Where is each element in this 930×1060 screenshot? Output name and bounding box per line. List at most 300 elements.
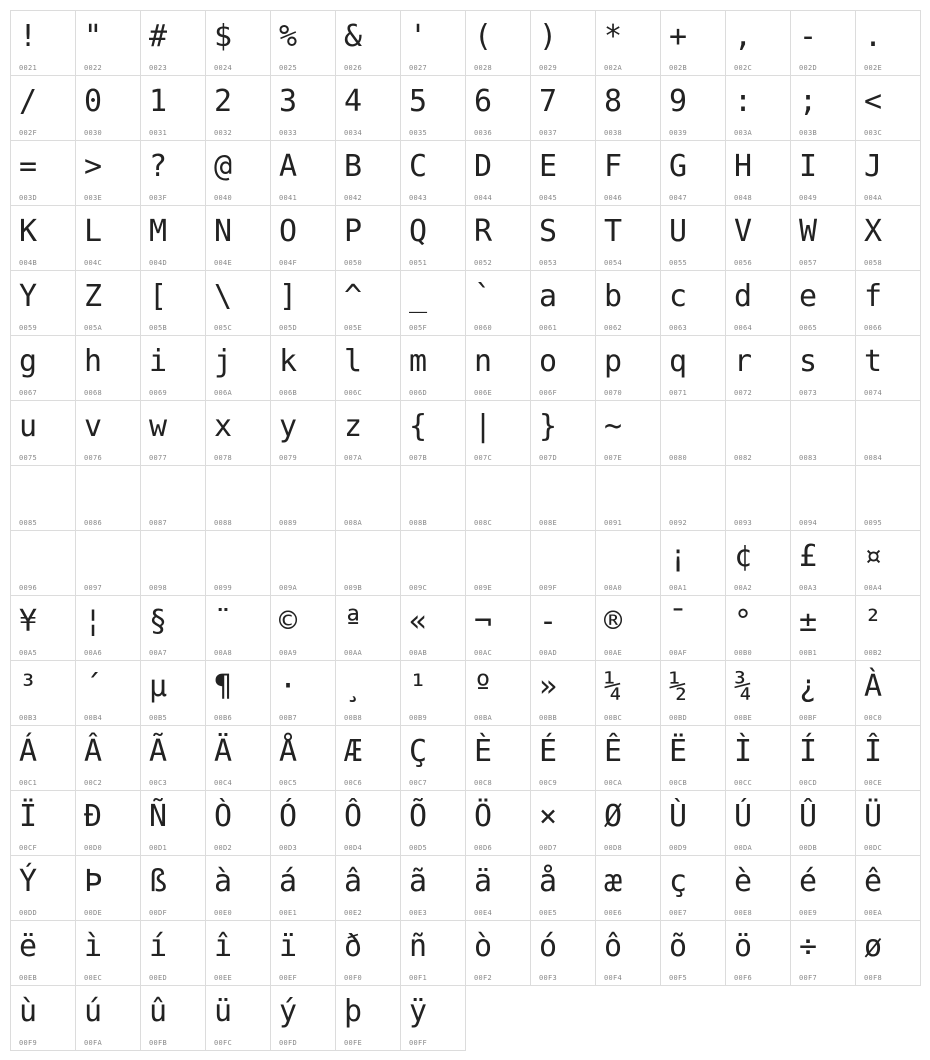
glyph-cell[interactable] — [270, 10, 336, 76]
glyph-character: ¾ — [734, 669, 753, 704]
glyph-cell[interactable] — [270, 985, 336, 1051]
glyph-codepoint: 0022 — [84, 64, 103, 72]
glyph-codepoint: 00BD — [669, 714, 688, 722]
glyph-cell[interactable] — [465, 270, 531, 336]
glyph-cell[interactable] — [140, 595, 206, 661]
glyph-cell[interactable] — [595, 400, 661, 466]
glyph-codepoint: 002F — [19, 129, 38, 137]
glyph-cell[interactable] — [855, 725, 921, 791]
glyph-cell[interactable] — [75, 75, 141, 141]
glyph-codepoint: 00CB — [669, 779, 688, 787]
glyph-cell[interactable] — [465, 855, 531, 921]
glyph-cell[interactable] — [400, 205, 466, 271]
glyph-cell[interactable] — [465, 920, 531, 986]
glyph-cell[interactable] — [725, 10, 791, 76]
glyph-cell[interactable] — [855, 465, 921, 531]
glyph-character: t — [864, 344, 883, 379]
glyph-cell[interactable] — [205, 335, 271, 401]
glyph-cell[interactable] — [465, 530, 531, 596]
glyph-cell[interactable] — [660, 465, 726, 531]
glyph-cell[interactable] — [205, 530, 271, 596]
glyph-codepoint: 00B0 — [734, 649, 753, 657]
glyph-cell[interactable] — [530, 140, 596, 206]
glyph-cell[interactable] — [725, 660, 791, 726]
glyph-codepoint: 008A — [344, 519, 363, 527]
glyph-cell[interactable] — [660, 335, 726, 401]
glyph-cell[interactable] — [790, 140, 856, 206]
glyph-cell[interactable] — [725, 400, 791, 466]
glyph-cell[interactable] — [660, 205, 726, 271]
glyph-cell[interactable] — [790, 270, 856, 336]
glyph-cell[interactable] — [140, 400, 206, 466]
glyph-cell[interactable] — [205, 855, 271, 921]
glyph-cell[interactable] — [335, 790, 401, 856]
glyph-cell[interactable] — [75, 855, 141, 921]
glyph-character: < — [864, 84, 883, 119]
glyph-character: ù — [19, 994, 38, 1029]
glyph-character: Ö — [474, 799, 493, 834]
glyph-cell[interactable] — [465, 10, 531, 76]
glyph-codepoint: 00EE — [214, 974, 233, 982]
glyph-character: . — [864, 19, 883, 54]
glyph-cell[interactable] — [855, 660, 921, 726]
glyph-cell[interactable] — [75, 790, 141, 856]
glyph-codepoint: 0082 — [734, 454, 753, 462]
glyph-cell[interactable] — [725, 920, 791, 986]
glyph-cell[interactable] — [595, 920, 661, 986]
glyph-codepoint: 00CA — [604, 779, 623, 787]
glyph-cell[interactable] — [75, 10, 141, 76]
glyph-cell[interactable] — [75, 205, 141, 271]
glyph-character: ë — [19, 929, 38, 964]
glyph-cell[interactable] — [335, 335, 401, 401]
glyph-cell[interactable] — [725, 595, 791, 661]
glyph-cell[interactable] — [270, 725, 336, 791]
glyph-codepoint: 003C — [864, 129, 883, 137]
glyph-character: y — [279, 409, 298, 444]
glyph-codepoint: 0060 — [474, 324, 493, 332]
glyph-character: ß — [149, 864, 168, 899]
glyph-cell[interactable] — [335, 205, 401, 271]
glyph-cell[interactable] — [725, 335, 791, 401]
glyph-codepoint: 00D4 — [344, 844, 363, 852]
glyph-cell[interactable] — [75, 985, 141, 1051]
glyph-cell[interactable] — [75, 920, 141, 986]
glyph-codepoint: 00E2 — [344, 909, 363, 917]
glyph-codepoint: 003E — [84, 194, 103, 202]
glyph-cell[interactable] — [465, 400, 531, 466]
glyph-cell[interactable] — [335, 530, 401, 596]
glyph-cell[interactable] — [660, 400, 726, 466]
glyph-cell[interactable] — [140, 530, 206, 596]
glyph-cell[interactable] — [140, 725, 206, 791]
glyph-cell[interactable] — [140, 75, 206, 141]
glyph-cell[interactable] — [530, 75, 596, 141]
glyph-character: B — [344, 149, 363, 184]
glyph-cell[interactable] — [400, 140, 466, 206]
glyph-cell[interactable] — [10, 140, 76, 206]
glyph-cell[interactable] — [660, 75, 726, 141]
glyph-cell[interactable] — [660, 725, 726, 791]
glyph-codepoint: 002D — [799, 64, 818, 72]
glyph-character: Í — [799, 734, 818, 769]
glyph-cell[interactable] — [75, 530, 141, 596]
glyph-cell[interactable] — [205, 400, 271, 466]
glyph-cell[interactable] — [465, 335, 531, 401]
glyph-cell[interactable] — [595, 205, 661, 271]
glyph-cell[interactable] — [10, 205, 76, 271]
glyph-cell[interactable] — [790, 530, 856, 596]
glyph-cell[interactable] — [75, 335, 141, 401]
glyph-cell[interactable] — [205, 985, 271, 1051]
glyph-character: ü — [214, 994, 233, 1029]
glyph-character: I — [799, 149, 818, 184]
glyph-character: ç — [669, 864, 688, 899]
glyph-character: ¥ — [19, 604, 38, 639]
glyph-cell[interactable] — [660, 10, 726, 76]
glyph-cell[interactable] — [335, 660, 401, 726]
glyph-cell[interactable] — [530, 660, 596, 726]
glyph-cell[interactable] — [140, 10, 206, 76]
glyph-cell[interactable] — [205, 660, 271, 726]
glyph-cell[interactable] — [660, 595, 726, 661]
glyph-cell[interactable] — [855, 400, 921, 466]
glyph-character: T — [604, 214, 623, 249]
glyph-cell[interactable] — [790, 855, 856, 921]
glyph-cell[interactable] — [270, 530, 336, 596]
glyph-cell[interactable] — [400, 725, 466, 791]
glyph-cell[interactable] — [530, 335, 596, 401]
glyph-cell[interactable] — [75, 400, 141, 466]
glyph-codepoint: 006D — [409, 389, 428, 397]
glyph-cell[interactable] — [140, 270, 206, 336]
glyph-character: × — [539, 799, 558, 834]
glyph-cell[interactable] — [530, 920, 596, 986]
glyph-character: V — [734, 214, 753, 249]
glyph-codepoint: 00A5 — [19, 649, 38, 657]
glyph-cell[interactable] — [335, 985, 401, 1051]
glyph-character: A — [279, 149, 298, 184]
glyph-cell[interactable] — [335, 920, 401, 986]
glyph-cell[interactable] — [530, 725, 596, 791]
glyph-cell[interactable] — [140, 205, 206, 271]
glyph-cell[interactable] — [595, 595, 661, 661]
glyph-cell[interactable] — [855, 270, 921, 336]
glyph-cell[interactable] — [790, 725, 856, 791]
glyph-cell[interactable] — [530, 855, 596, 921]
glyph-codepoint: 00DB — [799, 844, 818, 852]
glyph-cell[interactable] — [855, 75, 921, 141]
glyph-cell[interactable] — [205, 140, 271, 206]
glyph-cell[interactable] — [10, 465, 76, 531]
glyph-codepoint: 0073 — [799, 389, 818, 397]
glyph-codepoint: 0037 — [539, 129, 558, 137]
glyph-codepoint: 0052 — [474, 259, 493, 267]
glyph-cell[interactable] — [595, 335, 661, 401]
glyph-cell[interactable] — [595, 75, 661, 141]
glyph-cell[interactable] — [335, 270, 401, 336]
glyph-codepoint: 00FC — [214, 1039, 233, 1047]
glyph-cell[interactable] — [790, 400, 856, 466]
glyph-cell[interactable] — [335, 75, 401, 141]
glyph-cell[interactable] — [465, 725, 531, 791]
glyph-cell[interactable] — [270, 270, 336, 336]
glyph-cell[interactable] — [725, 465, 791, 531]
glyph-character: _ — [409, 279, 428, 314]
glyph-codepoint: 0069 — [149, 389, 168, 397]
glyph-character: 7 — [539, 84, 558, 119]
glyph-cell[interactable] — [595, 790, 661, 856]
glyph-cell[interactable] — [725, 790, 791, 856]
glyph-cell[interactable] — [140, 920, 206, 986]
glyph-cell[interactable] — [140, 465, 206, 531]
glyph-cell[interactable] — [270, 205, 336, 271]
glyph-codepoint: 00B1 — [799, 649, 818, 657]
glyph-cell[interactable] — [790, 75, 856, 141]
glyph-codepoint: 009A — [279, 584, 298, 592]
glyph-cell[interactable] — [595, 855, 661, 921]
glyph-cell[interactable] — [10, 725, 76, 791]
glyph-cell[interactable] — [10, 920, 76, 986]
glyph-cell[interactable] — [400, 400, 466, 466]
glyph-cell[interactable] — [595, 10, 661, 76]
glyph-cell[interactable] — [660, 530, 726, 596]
glyph-cell[interactable] — [530, 205, 596, 271]
glyph-cell[interactable] — [205, 790, 271, 856]
glyph-cell[interactable] — [595, 270, 661, 336]
glyph-cell[interactable] — [725, 75, 791, 141]
glyph-cell[interactable] — [270, 920, 336, 986]
glyph-cell[interactable] — [270, 595, 336, 661]
glyph-cell[interactable] — [10, 75, 76, 141]
glyph-cell[interactable] — [465, 205, 531, 271]
glyph-codepoint: 0072 — [734, 389, 753, 397]
glyph-codepoint: 00C6 — [344, 779, 363, 787]
glyph-cell[interactable] — [725, 270, 791, 336]
glyph-cell[interactable] — [465, 140, 531, 206]
glyph-character: á — [279, 864, 298, 899]
glyph-cell[interactable] — [790, 335, 856, 401]
glyph-character: - — [539, 604, 558, 639]
glyph-cell[interactable] — [400, 335, 466, 401]
glyph-codepoint: 0041 — [279, 194, 298, 202]
glyph-cell[interactable] — [270, 465, 336, 531]
glyph-cell[interactable] — [270, 400, 336, 466]
glyph-codepoint: 0076 — [84, 454, 103, 462]
glyph-cell[interactable] — [400, 10, 466, 76]
glyph-cell[interactable] — [270, 75, 336, 141]
glyph-cell[interactable] — [790, 920, 856, 986]
glyph-cell[interactable] — [205, 725, 271, 791]
glyph-cell[interactable] — [140, 140, 206, 206]
glyph-cell[interactable] — [855, 530, 921, 596]
glyph-cell[interactable] — [725, 140, 791, 206]
glyph-codepoint: 00AF — [669, 649, 688, 657]
glyph-cell[interactable] — [75, 660, 141, 726]
glyph-cell[interactable] — [10, 10, 76, 76]
glyph-codepoint: 00FE — [344, 1039, 363, 1047]
glyph-cell[interactable] — [530, 400, 596, 466]
glyph-cell[interactable] — [790, 465, 856, 531]
glyph-cell[interactable] — [465, 465, 531, 531]
glyph-cell[interactable] — [75, 725, 141, 791]
glyph-cell[interactable] — [140, 660, 206, 726]
glyph-cell[interactable] — [660, 790, 726, 856]
glyph-cell[interactable] — [10, 335, 76, 401]
glyph-cell[interactable] — [400, 595, 466, 661]
glyph-character: F — [604, 149, 623, 184]
glyph-cell[interactable] — [855, 140, 921, 206]
glyph-cell[interactable] — [465, 790, 531, 856]
glyph-cell[interactable] — [10, 855, 76, 921]
glyph-character: s — [799, 344, 818, 379]
glyph-character: à — [214, 864, 233, 899]
glyph-cell[interactable] — [335, 10, 401, 76]
glyph-cell[interactable] — [725, 855, 791, 921]
glyph-cell[interactable] — [270, 660, 336, 726]
glyph-character: Ì — [734, 734, 753, 769]
glyph-cell[interactable] — [140, 985, 206, 1051]
glyph-character: C — [409, 149, 428, 184]
glyph-codepoint: 00CF — [19, 844, 38, 852]
glyph-cell[interactable] — [595, 140, 661, 206]
glyph-cell[interactable] — [205, 205, 271, 271]
glyph-character: u — [19, 409, 38, 444]
glyph-cell[interactable] — [855, 920, 921, 986]
glyph-cell[interactable] — [10, 790, 76, 856]
glyph-cell[interactable] — [400, 855, 466, 921]
glyph-codepoint: 0044 — [474, 194, 493, 202]
glyph-codepoint: 003D — [19, 194, 38, 202]
glyph-cell[interactable] — [530, 595, 596, 661]
glyph-cell[interactable] — [790, 595, 856, 661]
glyph-cell[interactable] — [530, 790, 596, 856]
glyph-cell[interactable] — [10, 985, 76, 1051]
glyph-cell[interactable] — [595, 465, 661, 531]
glyph-codepoint: 007D — [539, 454, 558, 462]
glyph-cell[interactable] — [595, 530, 661, 596]
glyph-cell[interactable] — [400, 660, 466, 726]
glyph-cell[interactable] — [465, 660, 531, 726]
glyph-cell[interactable] — [400, 920, 466, 986]
glyph-cell[interactable] — [400, 270, 466, 336]
glyph-cell[interactable] — [790, 10, 856, 76]
glyph-cell[interactable] — [400, 530, 466, 596]
glyph-cell[interactable] — [140, 335, 206, 401]
glyph-codepoint: 00BC — [604, 714, 623, 722]
glyph-cell[interactable] — [10, 660, 76, 726]
glyph-cell[interactable] — [270, 140, 336, 206]
glyph-cell[interactable] — [75, 595, 141, 661]
glyph-cell[interactable] — [335, 140, 401, 206]
glyph-cell[interactable] — [270, 790, 336, 856]
glyph-codepoint: 0021 — [19, 64, 38, 72]
glyph-cell[interactable] — [270, 855, 336, 921]
glyph-cell[interactable] — [790, 205, 856, 271]
glyph-cell[interactable] — [595, 660, 661, 726]
glyph-codepoint: 006F — [539, 389, 558, 397]
glyph-cell[interactable] — [270, 335, 336, 401]
glyph-cell[interactable] — [855, 595, 921, 661]
glyph-character: | — [474, 409, 493, 444]
glyph-cell[interactable] — [790, 660, 856, 726]
glyph-codepoint: 0034 — [344, 129, 363, 137]
glyph-cell[interactable] — [10, 595, 76, 661]
glyph-cell[interactable] — [400, 465, 466, 531]
glyph-cell[interactable] — [725, 530, 791, 596]
glyph-character: E — [539, 149, 558, 184]
glyph-cell[interactable] — [205, 10, 271, 76]
glyph-character: 6 — [474, 84, 493, 119]
glyph-cell[interactable] — [855, 790, 921, 856]
glyph-cell[interactable] — [530, 530, 596, 596]
glyph-cell[interactable] — [660, 270, 726, 336]
glyph-codepoint: 0028 — [474, 64, 493, 72]
glyph-cell[interactable] — [335, 465, 401, 531]
glyph-cell[interactable] — [205, 920, 271, 986]
glyph-cell[interactable] — [660, 855, 726, 921]
glyph-cell[interactable] — [725, 205, 791, 271]
glyph-cell[interactable] — [205, 595, 271, 661]
glyph-cell[interactable] — [530, 465, 596, 531]
glyph-cell[interactable] — [660, 660, 726, 726]
glyph-cell[interactable] — [790, 790, 856, 856]
glyph-cell[interactable] — [530, 10, 596, 76]
glyph-cell[interactable] — [400, 75, 466, 141]
glyph-character: ÷ — [799, 929, 818, 964]
glyph-cell[interactable] — [75, 465, 141, 531]
glyph-codepoint: 00A1 — [669, 584, 688, 592]
glyph-cell[interactable] — [10, 270, 76, 336]
glyph-cell[interactable] — [140, 790, 206, 856]
glyph-cell[interactable] — [400, 985, 466, 1051]
glyph-cell[interactable] — [465, 75, 531, 141]
glyph-character: ø — [864, 929, 883, 964]
glyph-cell[interactable] — [725, 725, 791, 791]
glyph-codepoint: 0077 — [149, 454, 168, 462]
glyph-cell[interactable] — [75, 270, 141, 336]
glyph-cell[interactable] — [855, 205, 921, 271]
glyph-cell[interactable] — [205, 465, 271, 531]
glyph-character: ³ — [19, 669, 38, 704]
glyph-cell[interactable] — [530, 270, 596, 336]
glyph-cell[interactable] — [205, 270, 271, 336]
glyph-cell[interactable] — [855, 855, 921, 921]
glyph-cell[interactable] — [10, 400, 76, 466]
glyph-character: 2 — [214, 84, 233, 119]
glyph-cell[interactable] — [855, 10, 921, 76]
glyph-cell[interactable] — [855, 335, 921, 401]
glyph-cell[interactable] — [335, 725, 401, 791]
glyph-cell[interactable] — [465, 595, 531, 661]
glyph-cell[interactable] — [400, 790, 466, 856]
glyph-cell[interactable] — [75, 140, 141, 206]
glyph-cell[interactable] — [10, 530, 76, 596]
glyph-character: L — [84, 214, 103, 249]
glyph-cell[interactable] — [140, 855, 206, 921]
glyph-character: Ê — [604, 734, 623, 769]
glyph-cell[interactable] — [205, 75, 271, 141]
glyph-codepoint: 003A — [734, 129, 753, 137]
glyph-cell[interactable] — [335, 400, 401, 466]
glyph-cell[interactable] — [660, 140, 726, 206]
glyph-cell[interactable] — [595, 725, 661, 791]
glyph-cell[interactable] — [335, 595, 401, 661]
glyph-cell[interactable] — [335, 855, 401, 921]
glyph-codepoint: 00AA — [344, 649, 363, 657]
glyph-cell[interactable] — [660, 920, 726, 986]
glyph-codepoint: 0039 — [669, 129, 688, 137]
